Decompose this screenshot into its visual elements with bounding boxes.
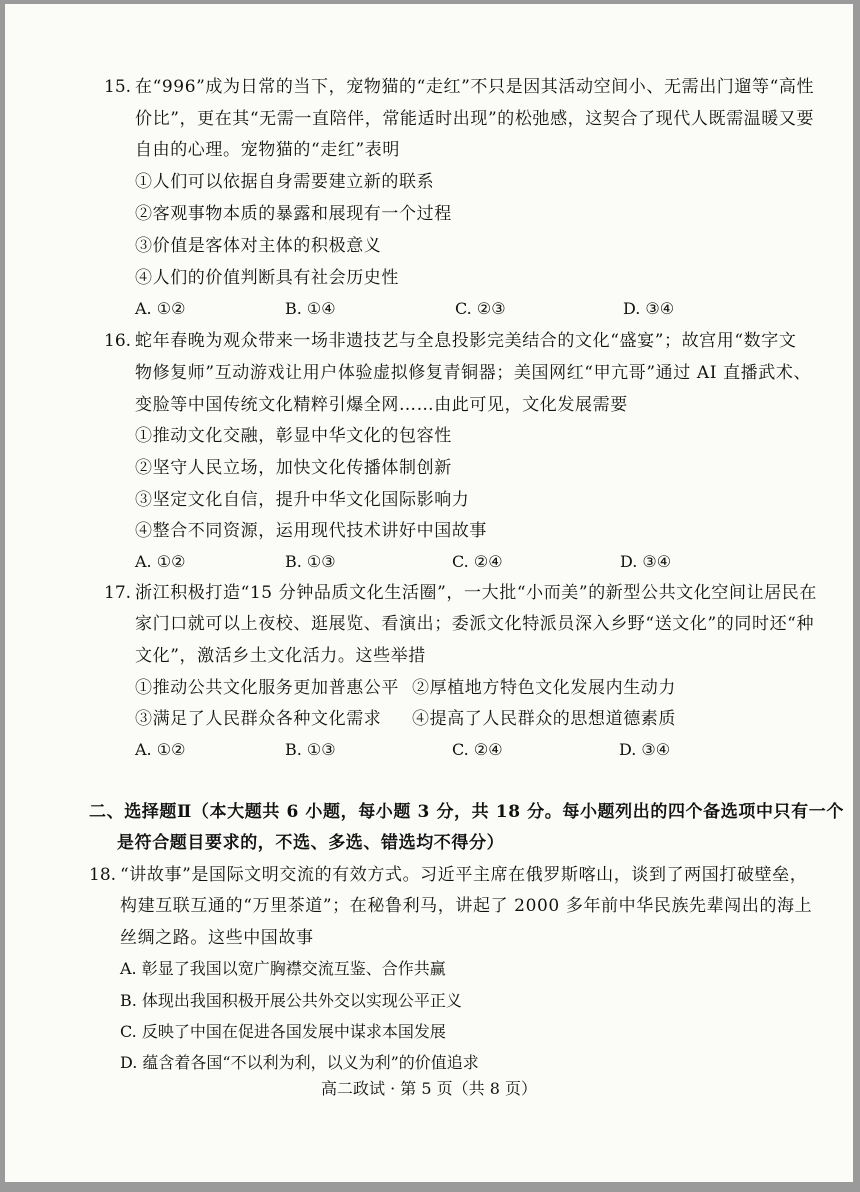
- option-b: B. ①③: [285, 740, 336, 759]
- option-d: D. ③④: [623, 299, 675, 318]
- question-text-line: 构建互联互通的“万里茶道”；在秘鲁利马，讲起了 2000 多年前中华民族先辈闯出的海上: [120, 896, 813, 916]
- question-number: 16.: [104, 331, 132, 351]
- question-text-line: 蛇年春晚为观众带来一场非遗技艺与全息投影完美结合的文化“盛宴”；故宫用“数字文: [135, 331, 797, 351]
- question-text-line: 家门口就可以上夜校、逛展览、看演出；委派文化特派员深入乡野“送文化”的同时还“种: [135, 614, 815, 634]
- statement-1: ①人们可以依据自身需要建立新的联系: [135, 172, 435, 192]
- question-number: 15.: [104, 77, 132, 97]
- page-footer: 高二政试 · 第 5 页（共 8 页）: [321, 1079, 537, 1098]
- statement-1: ①推动公共文化服务更加普惠公平: [135, 678, 399, 698]
- option-b: B. ①③: [285, 552, 336, 571]
- section-title: 二、选择题Ⅱ（本大题共 6 小题，每小题 3 分，共 18 分。每小题列出的四个备选项中只有一个: [89, 802, 844, 822]
- question-text-line: 在“996”成为日常的当下，宠物猫的“走红”不只是因其活动空间小、无需出门遛等“高性: [135, 77, 815, 97]
- question-text-line: 浙江积极打造“15 分钟品质文化生活圈”，一大批“小而美”的新型公共文化空间让居民在: [135, 583, 817, 603]
- option-a: A. ①②: [135, 740, 186, 759]
- statement-3: ③满足了人民群众各种文化需求: [135, 709, 382, 729]
- question-text-line: 自由的心理。宠物猫的“走红”表明: [135, 140, 400, 160]
- question-number: 17.: [104, 583, 132, 603]
- statement-4: ④提高了人民群众的思想道德素质: [412, 709, 676, 729]
- question-text-line: 价比”，更在其“无需一直陪伴，常能适时出现”的松弛感，这契合了现代人既需温暖又要: [135, 109, 815, 129]
- option-d: D. ③④: [619, 740, 671, 759]
- question-text-line: 物修复师”互动游戏让用户体验虚拟修复青铜器；美国网红“甲亢哥”通过 AI 直播武术、: [135, 363, 812, 383]
- option-c: C. ②④: [452, 552, 503, 571]
- statement-4: ④人们的价值判断具有社会历史性: [135, 268, 399, 288]
- question-text-line: 丝绸之路。这些中国故事: [120, 928, 314, 948]
- statement-4: ④整合不同资源，运用现代技术讲好中国故事: [135, 521, 487, 541]
- statement-2: ②厚植地方特色文化发展内生动力: [412, 678, 676, 698]
- exam-page: [5, 4, 853, 1182]
- section-instructions: 是符合题目要求的，不选、多选、错选均不得分）: [117, 833, 505, 853]
- question-number: 18.: [89, 865, 117, 885]
- option-a: A. ①②: [135, 299, 186, 318]
- statement-2: ②客观事物本质的暴露和展现有一个过程: [135, 204, 452, 224]
- option-d: D. 蕴含着各国“不以利为利，以义为利”的价值追求: [120, 1053, 479, 1072]
- option-b: B. ①④: [285, 299, 336, 318]
- question-text-line: “讲故事”是国际文明交流的有效方式。习近平主席在俄罗斯喀山，谈到了两国打破壁垒，: [120, 865, 808, 885]
- option-d: D. ③④: [620, 552, 672, 571]
- question-text-line: 变脸等中国传统文化精粹引爆全网……由此可见，文化发展需要: [135, 395, 628, 415]
- statement-3: ③坚定文化自信，提升中华文化国际影响力: [135, 490, 470, 510]
- statement-2: ②坚守人民立场，加快文化传播体制创新: [135, 458, 452, 478]
- statement-1: ①推动文化交融，彰显中华文化的包容性: [135, 426, 452, 446]
- option-c: C. ②③: [455, 299, 506, 318]
- option-a: A. 彰显了我国以宽广胸襟交流互鉴、合作共赢: [120, 959, 446, 978]
- option-a: A. ①②: [135, 552, 186, 571]
- question-text-line: 文化”，激活乡土文化活力。这些举措: [135, 646, 426, 666]
- option-b: B. 体现出我国积极开展公共外交以实现公平正义: [120, 991, 462, 1010]
- option-c: C. 反映了中国在促进各国发展中谋求本国发展: [120, 1022, 446, 1041]
- statement-3: ③价值是客体对主体的积极意义: [135, 236, 382, 256]
- option-c: C. ②④: [452, 740, 503, 759]
